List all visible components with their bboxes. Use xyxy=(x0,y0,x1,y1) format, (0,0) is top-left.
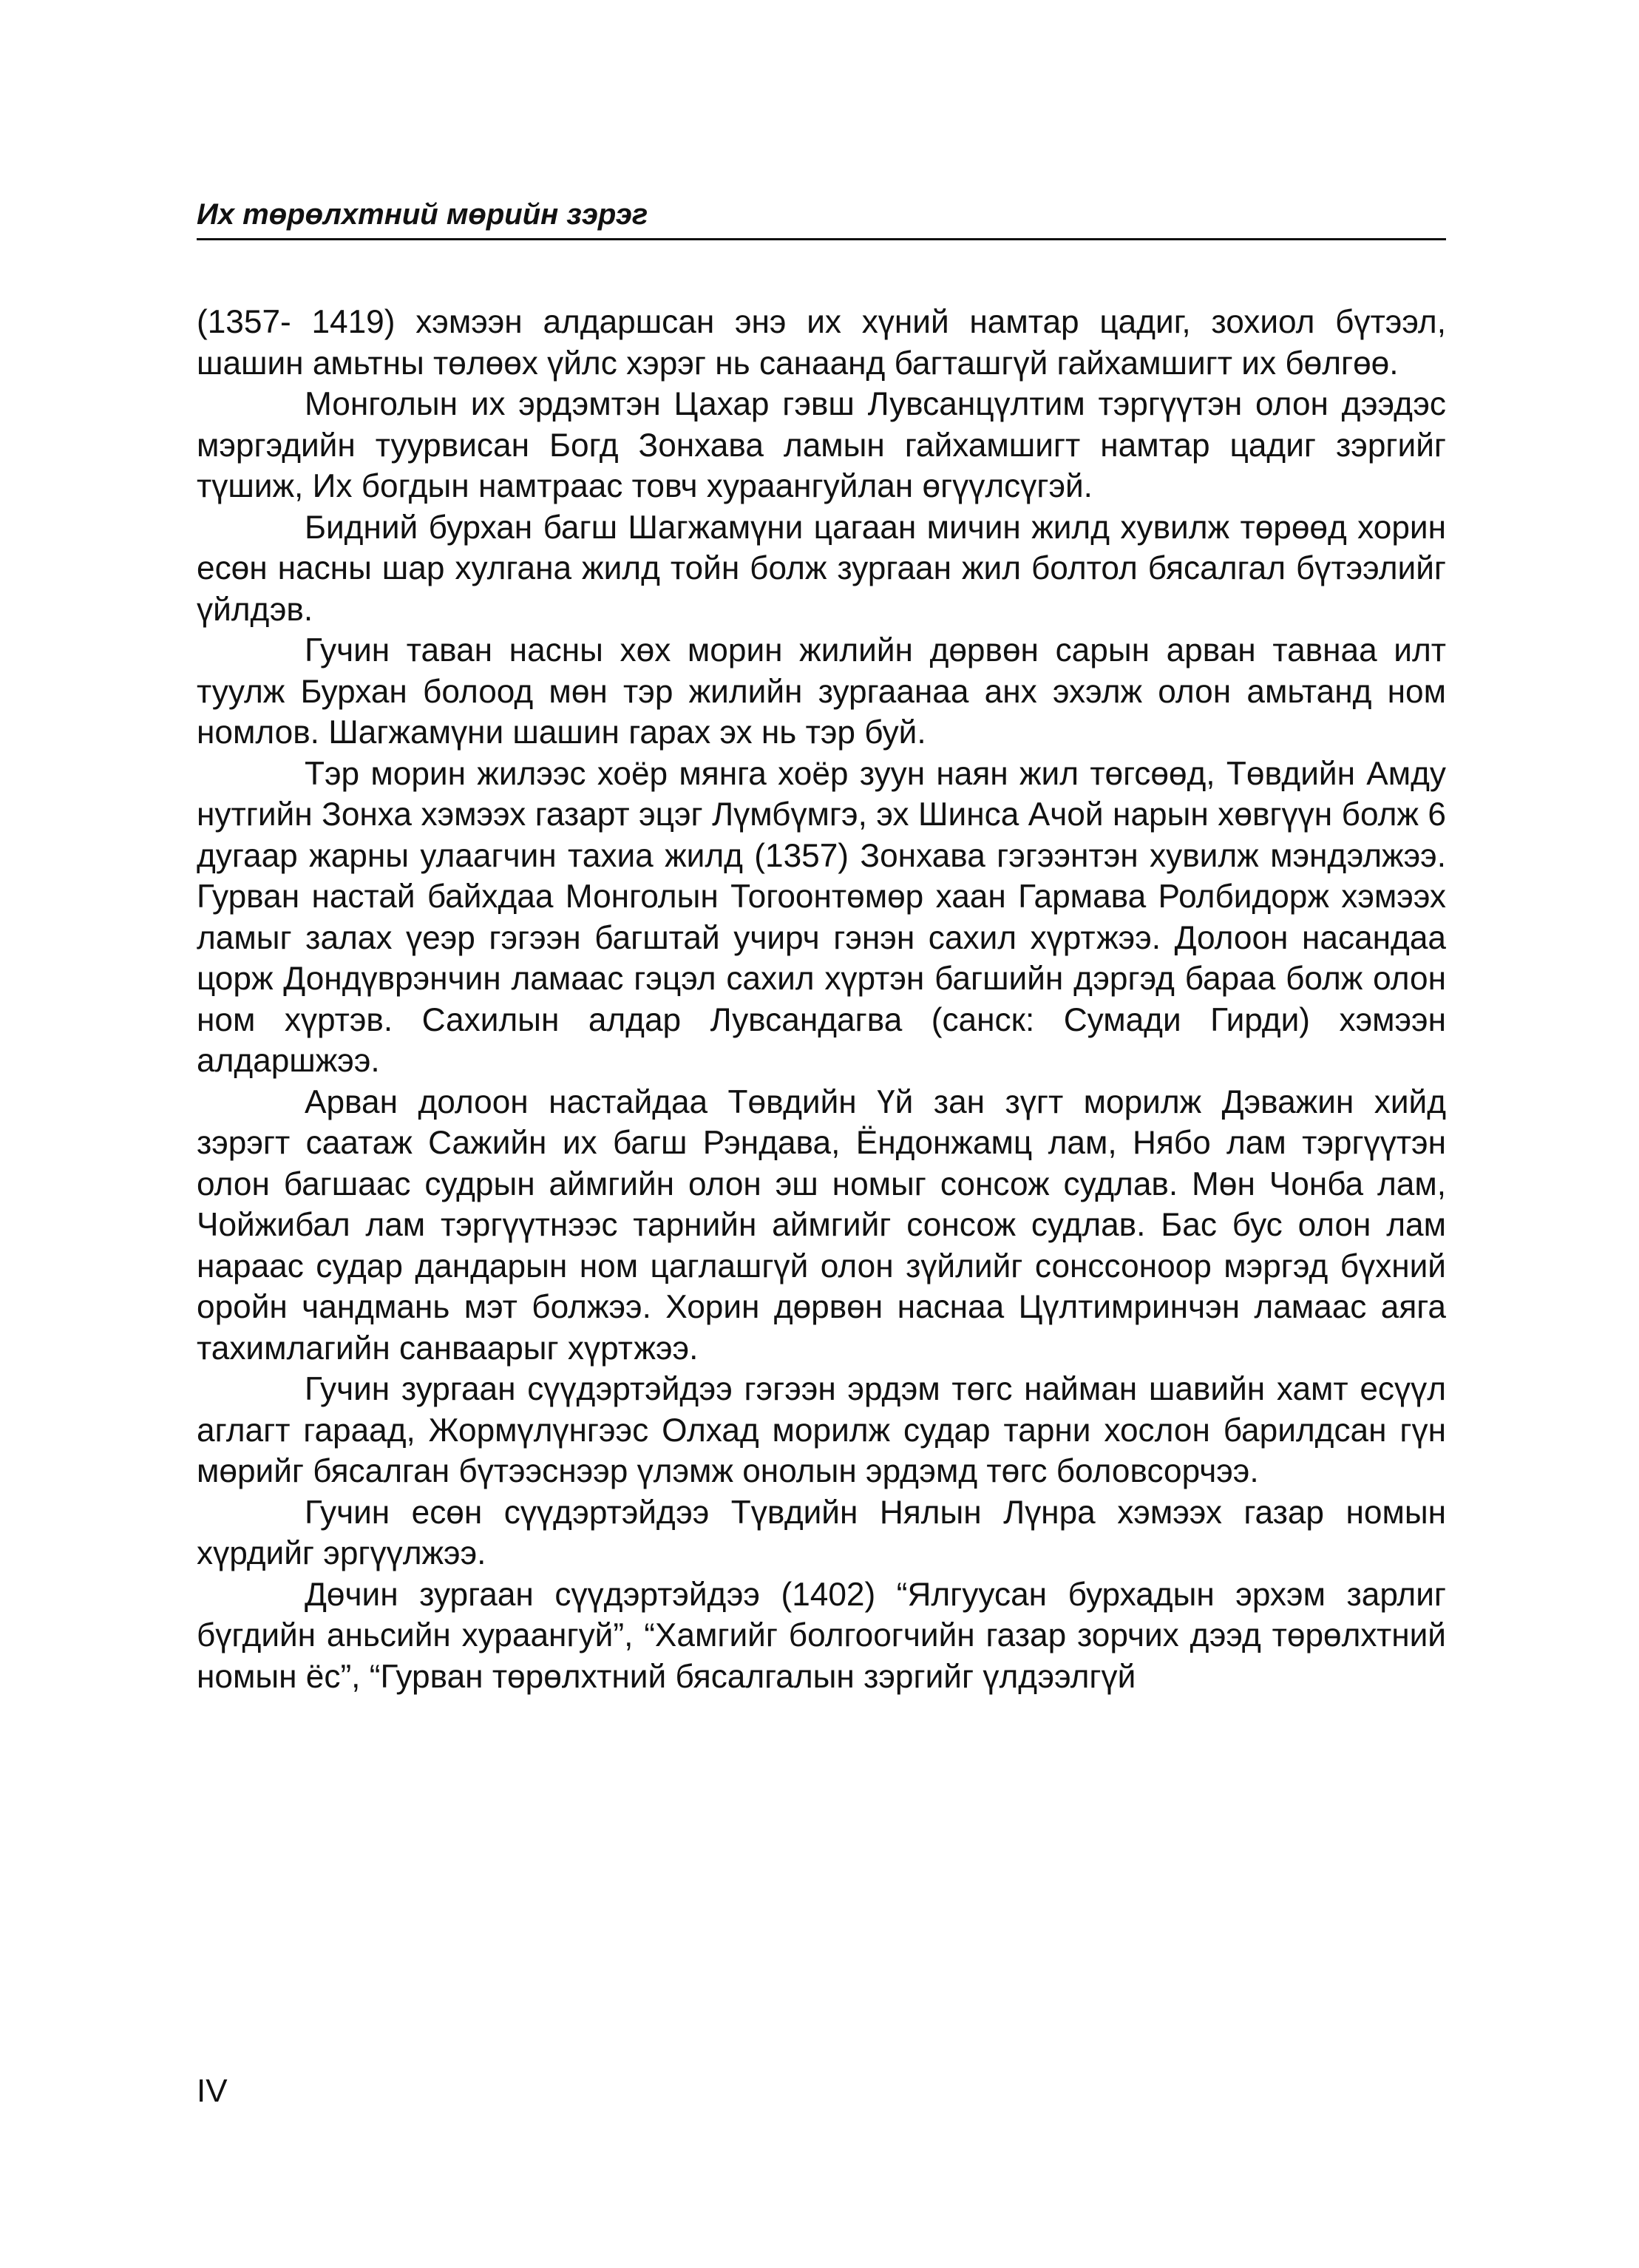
body-text xyxy=(197,302,1446,1697)
paragraph: Тэр морин жилээс хоёр мянга хоёр зуун наян жил төгсөөд, Төвдийн Амду нутгийн Зонха хэмээх газарт эцэг Лүмбүмгэ, эх Шинса Ачой нарын хөвгүүн болж 6 дугаар жарны улаагчин тахиа жилд (1357) Зонхава гэгээнтэн хувилж мэндэлжээ. Гурван настай байхдаа Монголын Тогоонтөмөр хаан Гармава Ролбидорж хэмээх ламыг залах үеэр гэгээн багштай учирч гэнэн сахил хүртжээ. Долоон насандаа цорж Дондүврэнчин ламаас гэцэл сахил хүртэн багшийн дэргэд бараа болж олон ном хүртэв. Сахилын алдар Лувсандагва (санск: Сумади Гирди) хэмээн алдаршжээ. xyxy=(197,755,1446,1079)
page-number: IV xyxy=(197,2073,228,2109)
running-head: Их төрөлхтний мөрийн зэрэг xyxy=(197,198,648,231)
paragraph: (1357- 1419) хэмээн алдаршсан энэ их хүний намтар цадиг, зохиол бүтээл, шашин амьтны төлөөх үйлс хэрэг нь санаанд багташгүй гайхамшигт их бөлгөө. xyxy=(197,304,1446,382)
paragraph: Монголын их эрдэмтэн Цахар гэвш Лувсанцүлтим тэргүүтэн олон дээдэс мэргэдийн туурвисан Богд Зонхава ламын гайхамшигт намтар цадиг зэргийг түшиж, Их богдын намтраас товч хураангуйлан өгүүлсүгэй. xyxy=(197,386,1446,504)
paragraph: Арван долоон настайдаа Төвдийн Үй зан зүгт морилж Дэважин хийд зэрэгт саатаж Сажийн их багш Рэндава, Ёндонжамц лам, Нябо лам тэргүүтэн олон багшаас судрын аймгийн олон эш номыг сонсож судлав. Мөн Чонба лам, Чойжибал лам тэргүүтнээс тарнийн аймгийг сонсож судлав. Бас бус олон лам нараас судар дандарын ном цаглашгүй олон зүйлийг сонссоноор мэргэд бүхний оройн чандмань мэт болжээ. Хорин дөрвөн наснаа Цүлтимринчэн ламаас аяга тахимлагийн санваарыг хүртжээ. xyxy=(197,1083,1446,1367)
paragraph: Гучин зургаан сүүдэртэйдээ гэгээн эрдэм төгс найман шавийн хамт есүүл аглагт гараад, Жормүлүнгээс Олхад морилж судар тарни хослон барилдсан гүн мөрийг бясалган бүтээснээр үлэмж онолын эрдэмд төгс боловсорчээ. xyxy=(197,1371,1446,1489)
header-rule xyxy=(197,238,1446,240)
paragraph: Гучин таван насны хөх морин жилийн дөрвөн сарын арван тавнаа илт туулж Бурхан болоод мөн тэр жилийн зургаанаа анх эхэлж олон амьтанд ном номлов. Шагжамүни шашин гарах эх нь тэр буй. xyxy=(197,632,1446,751)
paragraph: Гучин есөн сүүдэртэйдээ Түвдийн Нялын Лүнра хэмээх газар номын хүрдийг эргүүлжээ. xyxy=(197,1494,1446,1571)
paragraph: Бидний бурхан багш Шагжамүни цагаан мичин жилд хувилж төрөөд хорин есөн насны шар хулгана жилд тойн болж зургаан жил болтол бясалгал бүтээлийг үйлдэв. xyxy=(197,509,1446,628)
page-header xyxy=(197,194,1446,240)
paragraph: Дөчин зургаан сүүдэртэйдээ (1402) “Ялгуусан бурхадын эрхэм зарлиг бүгдийн аньсийн хураангуй”, “Хамгийг болгоогчийн газар зорчих дээд төрөлхтний номын ёс”, “Гурван төрөлхтний бясалгалын зэргийг үлдээлгүй xyxy=(197,1576,1446,1695)
